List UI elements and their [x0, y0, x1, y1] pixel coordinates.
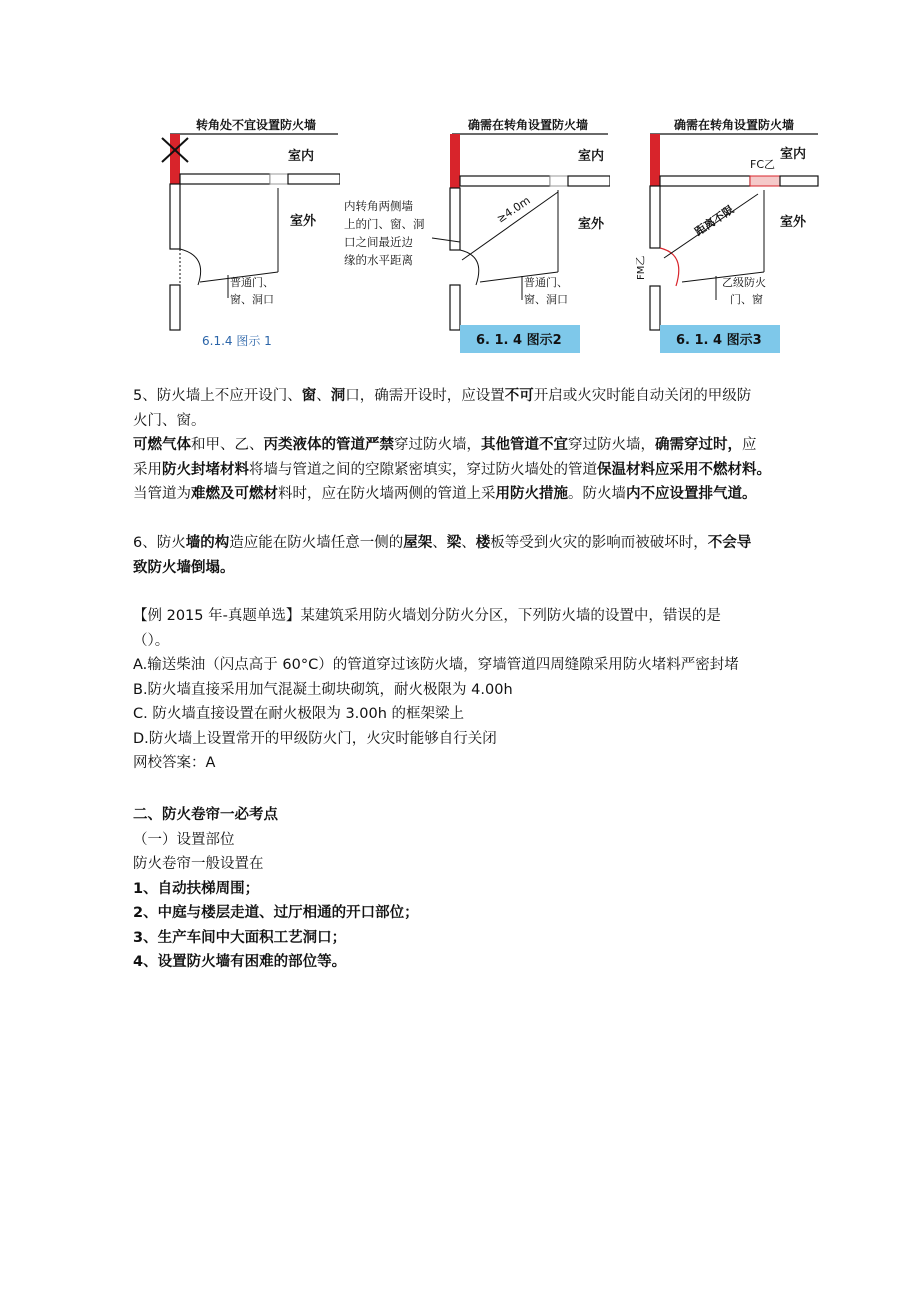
- svg-text:缘的水平距离: 缘的水平距离: [344, 253, 413, 267]
- indoor-label: 室内: [288, 149, 315, 164]
- answer: 网校答案：A: [133, 755, 216, 771]
- option-c: C. 防火墙直接设置在耐火极限为 3.00h 的框架梁上: [133, 706, 465, 722]
- example-question: 【例 2015 年-真题单选】某建筑采用防火墙划分防火分区，下列防火墙的设置中，错误的是 （）。 A.输送柴油（闪点高于 60°C）的管道穿过该防火墙，穿墙管道四周缝隙采用防火堵料严密封堵 B.防火墙直接采用加气混凝土砌块砌筑，耐火极限为 4.00h C. 防火墙直接设置在耐火极限为 3.00h 的框架梁上 D.防火墙上设置常开的甲级防火门，火灾时能够自行关闭 网校答案：A: [133, 604, 813, 776]
- distance-label: 距离不限: [692, 203, 737, 239]
- section-6: 6、防火墙的构造应能在防火墙任意一侧的屋架、梁、楼板等受到火灾的影响而被破坏时，不会导 致防火墙倒塌。: [133, 531, 813, 580]
- fc-label: FC乙: [750, 158, 776, 171]
- outdoor-label: 室外: [290, 214, 317, 229]
- section-title: 二、防火卷帘一必考点: [133, 807, 278, 823]
- list-item: 2、中庭与楼层走道、过厅相通的开口部位；: [133, 905, 419, 921]
- figure-3-diagram: [630, 108, 820, 355]
- paragraph-line: 可燃气体和甲、乙、丙类液体的管道严禁穿过防火墙，其他管道不宜穿过防火墙，确需穿过时，应: [133, 437, 757, 453]
- figure-3-top-label: 确需在转角设置防火墙: [674, 118, 795, 132]
- figure-3-caption: 6. 1. 4 图示3: [676, 333, 762, 348]
- svg-text:口之间最近边: 口之间最近边: [344, 235, 413, 249]
- window-opening: [270, 174, 288, 184]
- svg-text:乙级防火: 乙级防火: [722, 276, 766, 289]
- svg-text:上的门、窗、洞: 上的门、窗、洞: [344, 217, 425, 231]
- option-a: A.输送柴油（闪点高于 60°C）的管道穿过该防火墙，穿墙管道四周缝隙采用防火堵料严密封堵: [133, 657, 739, 673]
- firewall-red-segment: [450, 134, 460, 188]
- section-two: [133, 803, 813, 975]
- wall-horizontal: [180, 174, 270, 184]
- paragraph-line: 5、防火墙上不应开设门、窗、洞口，确需开设时，应设置不可开启或火灾时能自动关闭的甲级防: [133, 388, 752, 404]
- fire-window: [750, 176, 780, 186]
- svg-text:室外: 室外: [578, 217, 605, 232]
- option-b: B.防火墙直接采用加气混凝土砌块砌筑，耐火极限为 4.00h: [133, 681, 513, 698]
- figure-2-diagram: [340, 110, 610, 355]
- distance-line: [462, 192, 558, 260]
- paragraph-line: 当管道为难燃及可燃材料时，应在防火墙两侧的管道上采用防火措施。防火墙内不应设置排气道。: [133, 486, 757, 502]
- distance-label: ≥4.0m: [494, 193, 533, 226]
- door-swing-icon: [180, 249, 201, 285]
- figure-1-caption: 6.1.4 图示 1: [202, 334, 272, 348]
- list-item: 4、设置防火墙有困难的部位等。: [133, 954, 347, 970]
- wall-vertical: [170, 184, 180, 249]
- fire-door-swing-icon: [660, 248, 679, 286]
- svg-text:室外: 室外: [780, 215, 807, 230]
- figure-1-top-label: 转角处不宜设置防火墙: [196, 118, 317, 132]
- figure-2: [340, 110, 610, 355]
- fm-label: FM乙: [636, 255, 647, 280]
- door-label: 普通门、: [230, 276, 274, 289]
- svg-text:室内: 室内: [780, 147, 807, 162]
- note-line: 内转角两侧墙: [344, 199, 413, 213]
- section-5: 5、防火墙上不应开设门、窗、洞口，确需开设时，应设置不可开启或火灾时能自动关闭的甲级防 火门、窗。 可燃气体和甲、乙、丙类液体的管道严禁穿过防火墙，其他管道不宜穿过防火墙，确需穿过时，应 采用防火封堵材料将墙与管道之间的空隙紧密填实，穿过防火墙处的管道保温材料应采用不燃材料。 当管道为难燃及可燃材料时，应在防火墙两侧的管道上采用防火措施。防火墙内不应设置排气道。: [133, 384, 813, 507]
- intro-line: 防火卷帘一般设置在: [133, 856, 264, 872]
- option-d: D.防火墙上设置常开的甲级防火门，火灾时能够自行关闭: [133, 730, 497, 747]
- figure-2-top-label: 确需在转角设置防火墙: [468, 118, 589, 132]
- figure-2-caption: 6. 1. 4 图示2: [476, 333, 562, 348]
- firewall-red-segment: [170, 134, 180, 184]
- list-item: 1、自动扶梯周围；: [133, 880, 260, 897]
- paragraph-line: 6、防火墙的构造应能在防火墙任意一侧的屋架、梁、楼板等受到火灾的影响而被破坏时，不会导: [133, 535, 752, 551]
- svg-text:门、窗: 门、窗: [730, 293, 763, 306]
- figure-1: [150, 110, 340, 355]
- svg-text:窗、洞口: 窗、洞口: [524, 293, 568, 306]
- subsection-title: （一）设置部位: [133, 831, 235, 848]
- figure-1-diagram: [150, 110, 340, 355]
- list-item: 3、生产车间中大面积工艺洞口；: [133, 929, 347, 946]
- firewall-red-segment: [650, 134, 660, 186]
- svg-text:普通门、: 普通门、: [524, 276, 568, 289]
- svg-text:窗、洞口: 窗、洞口: [230, 293, 274, 306]
- question-stem: 【例 2015 年-真题单选】某建筑采用防火墙划分防火分区，下列防火墙的设置中，错误的是: [133, 608, 721, 624]
- svg-text:室内: 室内: [578, 149, 605, 164]
- figure-3: [630, 108, 820, 355]
- paragraph-line: 采用防火封堵材料将墙与管道之间的空隙紧密填实，穿过防火墙处的管道保温材料应采用不燃材料。: [133, 461, 771, 478]
